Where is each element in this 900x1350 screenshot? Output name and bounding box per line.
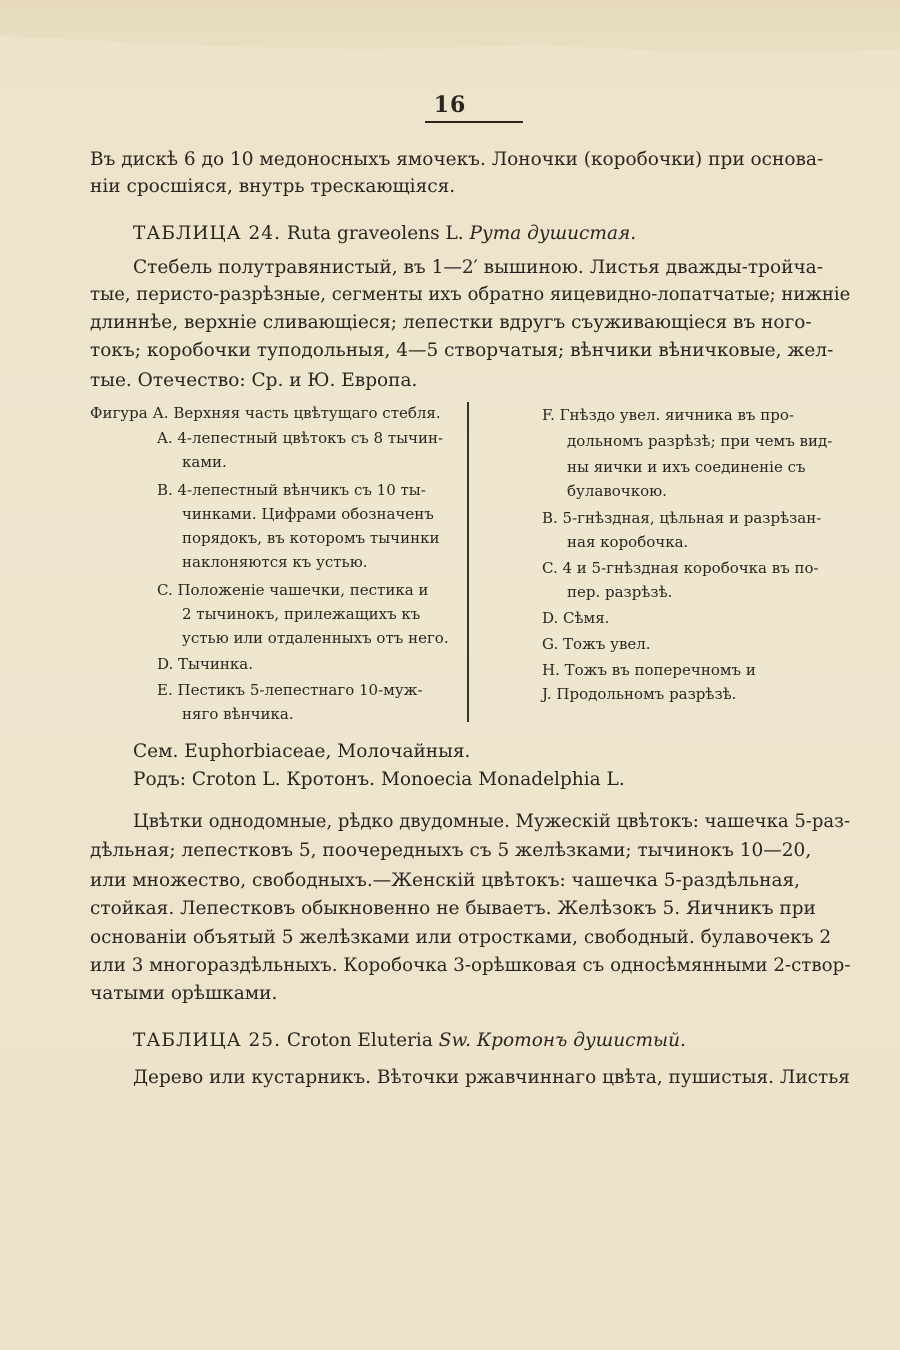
fig-left-line-10: устью или отдаленныхъ отъ него. (182, 629, 449, 647)
fig-right-line-5: B. 5-гнѣздная, цѣльная и разрѣзан- (542, 509, 822, 527)
table-24-heading (133, 222, 636, 246)
fig-left-line-2: A. 4-лепестный цвѣтокъ съ 8 тычин- (157, 429, 444, 447)
table-25-author: Sw. (438, 1030, 471, 1051)
fig-right-line-9: D. Сѣмя. (542, 609, 610, 627)
page-number-rule (425, 121, 523, 123)
intro-line-1: Въ дискѣ 6 до 10 медоносныхъ ямочекъ. Лоночки (коробочки) при основа- (90, 149, 824, 170)
desc-genus-line-5: основаніи объятый 5 желѣзками или отростками, свободный. булавочекъ 2 (90, 927, 832, 948)
fig-right-line-10: G. Тожъ увел. (542, 635, 651, 653)
fig-left-line-1: Фигура А. Верхняя часть цвѣтущаго стебля. (90, 404, 441, 422)
fig-left-line-5: чинками. Цифрами обозначенъ (182, 505, 434, 523)
fig-left-line-11: D. Тычинка. (157, 655, 253, 673)
fig-right-line-8: пер. разрѣзѣ. (567, 583, 673, 601)
desc24-line-1: Стебель полутравянистый, въ 1—2′ вышиною. Листья дважды-тройча- (133, 257, 823, 278)
desc24-line-3: длиннѣе, верхніе сливающіеся; лепестки вдругъ съуживающіеся въ ного- (90, 312, 812, 333)
desc-genus-line-7: чатыми орѣшками. (90, 983, 278, 1004)
fig-left-line-3: ками. (182, 453, 227, 471)
table-24-label: ТАБЛИЦА 24. (133, 223, 281, 244)
desc-genus-line-6: или 3 многораздѣльныхъ. Коробочка 3-орѣшковая съ односѣмянными 2-створ- (90, 955, 851, 976)
fig-left-line-6: порядокъ, въ которомъ тычинки (182, 529, 440, 547)
fig-right-line-4: булавочкою. (567, 482, 667, 500)
fig-right-line-7: C. 4 и 5-гнѣздная коробочка въ по- (542, 559, 819, 577)
desc24-line-5: тые. Отечество: Ср. и Ю. Европа. (90, 370, 418, 391)
desc24-line-4: токъ; коробочки туподольныя, 4—5 створчатыя; вѣнчики вѣничковые, жел- (90, 340, 834, 361)
table-24-latin: Ruta graveolens L. (286, 223, 464, 244)
fig-right-line-2: дольномъ разрѣзѣ; при чемъ вид- (567, 432, 833, 450)
torn-top-edge (0, 0, 900, 90)
fig-right-line-6: ная коробочка. (567, 533, 689, 551)
desc-genus-line-3: или множество, свободныхъ.—Женскій цвѣтокъ: чашечка 5-раздѣльная, (90, 870, 801, 891)
fig-left-line-4: B. 4-лепестный вѣнчикъ съ 10 ты- (157, 481, 426, 499)
family-line: Сем. Euphorbiaceae, Молочайныя. (133, 741, 471, 762)
column-divider (467, 402, 469, 722)
desc-genus-line-1: Цвѣтки однодомные, рѣдко двудомные. Мужескій цвѣтокъ: чашечка 5-раз- (133, 811, 851, 832)
desc-genus-line-2: дѣльная; лепестковъ 5, поочередныхъ съ 5 желѣзками; тычинокъ 10—20, (90, 840, 812, 861)
intro-line-2: ніи сросшіяся, внутрь трескающіяся. (90, 176, 456, 197)
fig-right-line-12: J. Продольномъ разрѣзѣ. (542, 685, 737, 703)
table-25-heading (133, 1029, 686, 1053)
table-24-russian: Рута душистая. (469, 223, 637, 244)
desc25-line-1: Дерево или кустарникъ. Вѣточки ржавчиннаго цвѣта, пушистыя. Листья (133, 1067, 850, 1088)
fig-right-line-1: F. Гнѣздо увел. яичника въ про- (542, 406, 794, 424)
fig-right-line-11: H. Тожъ въ поперечномъ и (542, 661, 756, 679)
fig-left-line-13: няго вѣнчика. (182, 705, 294, 723)
table-25-latin: Croton Eluteria (286, 1030, 433, 1051)
fig-left-line-9: 2 тычинокъ, прилежащихъ къ (182, 605, 421, 623)
fig-left-line-7: наклоняются къ устью. (182, 553, 368, 571)
genus-line: Родъ: Croton L. Кротонъ. Monoecia Monadelphia L. (133, 769, 625, 790)
desc24-line-2: тые, перисто-разрѣзные, сегменты ихъ обратно яицевидно-лопатчатые; нижніе (90, 284, 851, 305)
table-25-russian: Кротонъ душистый. (476, 1030, 686, 1051)
page-number: 16 (433, 92, 467, 118)
table-25-label: ТАБЛИЦА 25. (133, 1030, 281, 1051)
fig-right-line-3: ны яички и ихъ соединеніе съ (567, 458, 806, 476)
fig-left-line-8: C. Положеніе чашечки, пестика и (157, 581, 429, 599)
fig-left-line-12: E. Пестикъ 5-лепестнаго 10-муж- (157, 681, 423, 699)
desc-genus-line-4: стойкая. Лепестковъ обыкновенно не бываетъ. Желѣзокъ 5. Яичникъ при (90, 898, 816, 919)
